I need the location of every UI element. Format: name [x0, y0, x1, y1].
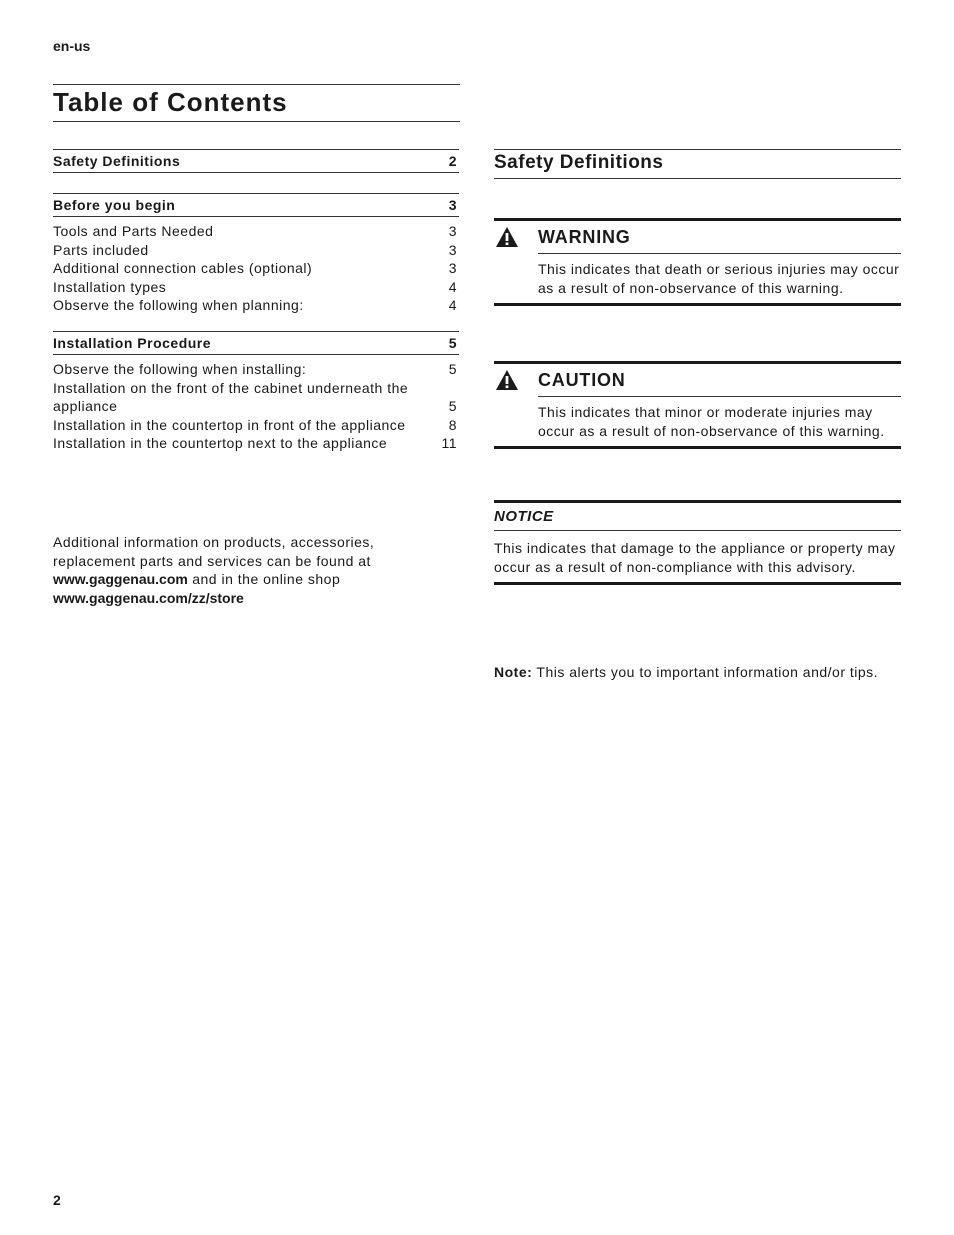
toc-item[interactable] — [53, 379, 459, 416]
locale-label: en-us — [53, 38, 91, 54]
toc-section-safety — [53, 149, 459, 173]
note-label: Note: — [494, 664, 533, 680]
caution-label: CAUTION — [538, 364, 901, 397]
toc-item-page: 4 — [448, 297, 457, 314]
toc-item-text: Installation types — [53, 278, 167, 295]
toc-item-page: 8 — [448, 416, 457, 433]
warning-triangle-icon — [495, 226, 519, 248]
gaggenau-store-link[interactable]: www.gaggenau.com/zz/store — [53, 589, 244, 606]
safety-definitions-title: Safety Definitions — [494, 152, 664, 173]
warning-triangle-icon — [495, 369, 519, 391]
toc-item-list — [53, 360, 459, 453]
toc-item-page: 3 — [448, 241, 457, 258]
toc-section-installation-procedure — [53, 331, 459, 453]
toc-section-title: Installation Procedure — [53, 335, 212, 351]
notice-box — [494, 500, 901, 585]
additional-info-text: and in the online shop — [187, 571, 341, 588]
toc-item-text: Observe the following when planning: — [53, 297, 304, 314]
toc-item[interactable] — [53, 416, 459, 435]
note-text: This alerts you to important information and/or tips. — [532, 664, 879, 680]
toc-section-heading[interactable] — [53, 331, 459, 355]
toc-title-bar — [53, 84, 460, 122]
toc-item-text: Additional connection cables (optional) — [53, 260, 313, 277]
caution-text: This indicates that minor or moderate injuries may occur as a result of non-observance of this warning. — [538, 404, 885, 439]
toc-item[interactable] — [53, 259, 459, 278]
toc-section-heading[interactable] — [53, 193, 459, 217]
toc-item-text: Parts included — [53, 241, 149, 258]
toc-section-page: 3 — [448, 197, 457, 213]
toc-item-text: Installation on the front of the cabinet underneath the appliance — [53, 379, 409, 415]
toc-item-list — [53, 222, 459, 315]
additional-info-paragraph — [53, 533, 423, 607]
toc-section-page: 5 — [448, 335, 457, 351]
toc-item-page: 5 — [448, 398, 457, 415]
toc-item[interactable] — [53, 241, 459, 260]
toc-item-text: Observe the following when installing: — [53, 361, 307, 377]
toc-item-text: Installation in the countertop in front of the appliance — [53, 416, 406, 433]
toc-item-page: 11 — [441, 435, 457, 452]
gaggenau-website-link[interactable]: www.gaggenau.com — [53, 571, 188, 588]
toc-item-page: 5 — [448, 361, 457, 377]
toc-section-before-you-begin — [53, 193, 459, 315]
toc-item[interactable] — [53, 296, 459, 315]
toc-item[interactable] — [53, 360, 459, 379]
caution-box — [494, 361, 901, 449]
notice-text: This indicates that damage to the appliance or property may occur as a result of non-compliance with this advisory. — [494, 540, 896, 575]
toc-section-heading[interactable] — [53, 149, 459, 173]
toc-item-text: Tools and Parts Needed — [53, 223, 214, 239]
toc-item[interactable] — [53, 278, 459, 297]
toc-item-page: 4 — [448, 278, 457, 295]
toc-section-page: 2 — [448, 153, 457, 169]
additional-info-text: Additional information on products, accessories, replacement parts and services can be found at — [53, 534, 375, 569]
page-number: 2 — [53, 1192, 61, 1208]
toc-title: Table of Contents — [53, 87, 288, 117]
notice-label: NOTICE — [494, 503, 901, 531]
toc-item-page: 3 — [448, 260, 457, 277]
toc-section-title: Before you begin — [53, 197, 176, 213]
warning-box — [494, 218, 901, 306]
warning-text: This indicates that death or serious injuries may occur as a result of non-observance of this warning. — [538, 261, 900, 296]
toc-item-page: 3 — [448, 223, 457, 239]
toc-section-title: Safety Definitions — [53, 153, 181, 169]
toc-item[interactable] — [53, 222, 459, 241]
toc-item[interactable] — [53, 434, 459, 453]
note-paragraph — [494, 663, 894, 682]
toc-item-text: Installation in the countertop next to the appliance — [53, 435, 388, 452]
warning-label: WARNING — [538, 221, 901, 254]
safety-definitions-heading-bar — [494, 149, 901, 179]
